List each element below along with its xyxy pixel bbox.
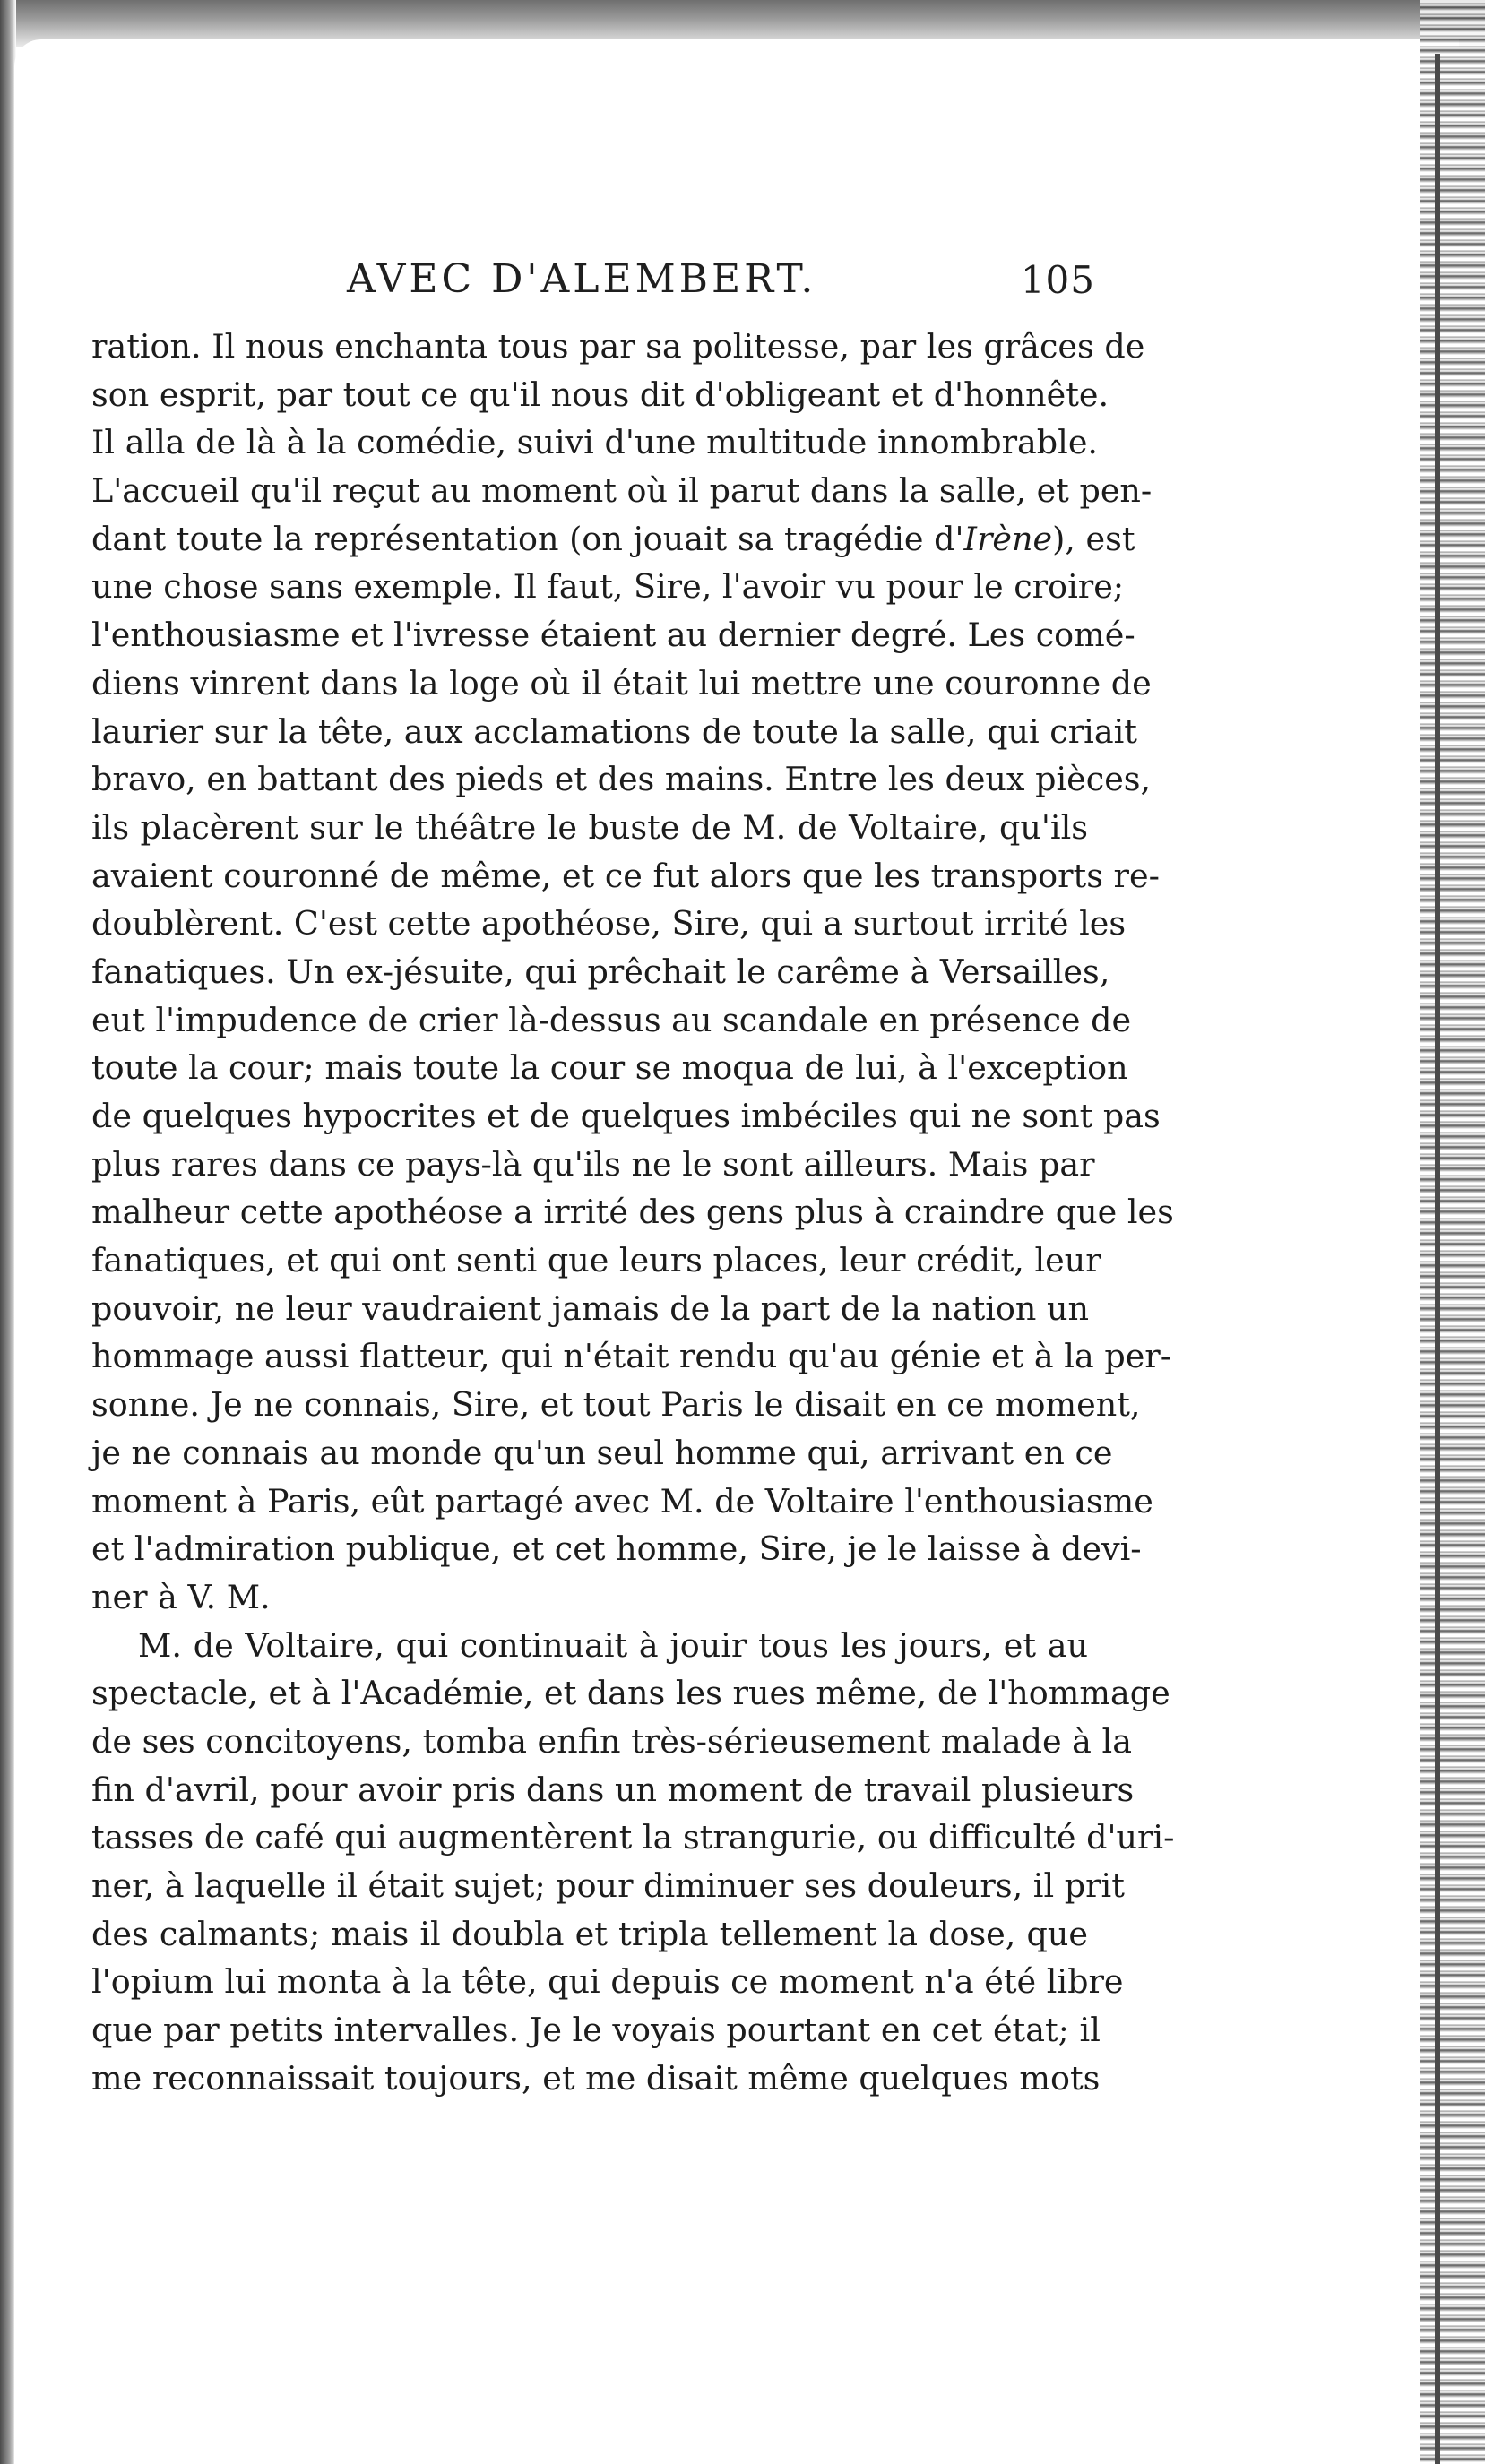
text-line: hommage aussi flatteur, qui n'était rendu qu'au génie et à la per-: [91, 1337, 1172, 1376]
page-number: 105: [1020, 258, 1095, 302]
text-line: ner à V. M.: [91, 1577, 271, 1616]
page-gutter-line: [1435, 54, 1440, 2464]
running-title: AVEC D'ALEMBERT.: [347, 256, 817, 302]
running-head: [90, 251, 1095, 305]
text-line: pouvoir, ne leur vaudraient jamais de la part de la nation un: [91, 1288, 1090, 1328]
text-line: fanatiques. Un ex-jésuite, qui prêchait le carême à Versailles,: [91, 952, 1110, 991]
text-line: laurier sur la tête, aux acclamations de toute la salle, qui criait: [91, 711, 1137, 751]
scan-right-edge: [1420, 0, 1485, 2464]
text-segment: ), est: [1052, 519, 1135, 558]
text-line: spectacle, et à l'Académie, et dans les rues même, de l'hommage: [91, 1674, 1170, 1713]
text-line: L'accueil qu'il reçut au moment où il parut dans la salle, et pen-: [91, 471, 1153, 511]
text-line: ils placèrent sur le théâtre le buste de M. de Voltaire, qu'ils: [91, 807, 1088, 847]
text-line: Il alla de là à la comédie, suivi d'une multitude innombrable.: [91, 423, 1099, 462]
text-line: sonne. Je ne connais, Sire, et tout Paris le disait en ce moment,: [91, 1385, 1141, 1425]
text-line: fanatiques, et qui ont senti que leurs places, leur crédit, leur: [91, 1241, 1101, 1280]
text-line: toute la cour; mais toute la cour se moqua de lui, à l'exception: [91, 1048, 1128, 1088]
text-line: ner, à laquelle il était sujet; pour diminuer ses douleurs, il prit: [91, 1866, 1125, 1905]
text-line: l'opium lui monta à la tête, qui depuis ce moment n'a été libre: [91, 1962, 1124, 2002]
text-line: me reconnaissait toujours, et me disait même quelques mots: [91, 2058, 1101, 2098]
text-line: avaient couronné de même, et ce fut alors que les transports re-: [91, 856, 1160, 895]
text-line: que par petits intervalles. Je le voyais pourtant en cet état; il: [91, 2011, 1101, 2050]
text-line: diens vinrent dans la loge où il était lui mettre une couronne de: [91, 663, 1152, 702]
text-line: doublèrent. C'est cette apothéose, Sire, qui a surtout irrité les: [91, 904, 1127, 943]
text-line: je ne connais au monde qu'un seul homme qui, arrivant en ce: [91, 1433, 1113, 1472]
text-line: l'enthousiasme et l'ivresse étaient au dernier degré. Les comé-: [91, 616, 1135, 655]
text-line: M. de Voltaire, qui continuait à jouir tous les jours, et au: [138, 1625, 1088, 1665]
italic-title: Irène: [963, 519, 1053, 558]
text-line: bravo, en battant des pieds et des mains. Entre les deux pièces,: [91, 760, 1152, 799]
text-line: des calmants; mais il doubla et tripla tellement la dose, que: [91, 1914, 1088, 1953]
text-line: malheur cette apothéose a irrité des gens plus à craindre que les: [91, 1193, 1174, 1232]
text-segment: dant toute la représentation (on jouait sa tragédie d': [91, 519, 964, 558]
text-line: de ses concitoyens, tomba enfin très-sérieusement malade à la: [91, 1721, 1132, 1761]
text-line: [91, 515, 1135, 564]
text-line: ration. Il nous enchanta tous par sa politesse, par les grâces de: [91, 327, 1145, 366]
text-line: tasses de café qui augmentèrent la strangurie, ou difficulté d'uri-: [91, 1818, 1175, 1857]
text-line: plus rares dans ce pays-là qu'ils ne le sont ailleurs. Mais par: [91, 1144, 1095, 1184]
body-text: [91, 323, 1175, 2102]
text-line: de quelques hypocrites et de quelques imbéciles qui ne sont pas: [91, 1097, 1161, 1135]
text-line: une chose sans exemple. Il faut, Sire, l'avoir vu pour le croire;: [91, 567, 1125, 607]
text-line: eut l'impudence de crier là-dessus au scandale en présence de: [91, 1000, 1132, 1039]
text-line: et l'admiration publique, et cet homme, Sire, je le laisse à devi-: [91, 1529, 1142, 1569]
text-line: fin d'avril, pour avoir pris dans un moment de travail plusieurs: [91, 1770, 1135, 1809]
text-line: son esprit, par tout ce qu'il nous dit d'obligeant et d'honnête.: [91, 375, 1109, 414]
text-line: moment à Paris, eût partagé avec M. de Voltaire l'enthousiasme: [91, 1481, 1153, 1521]
